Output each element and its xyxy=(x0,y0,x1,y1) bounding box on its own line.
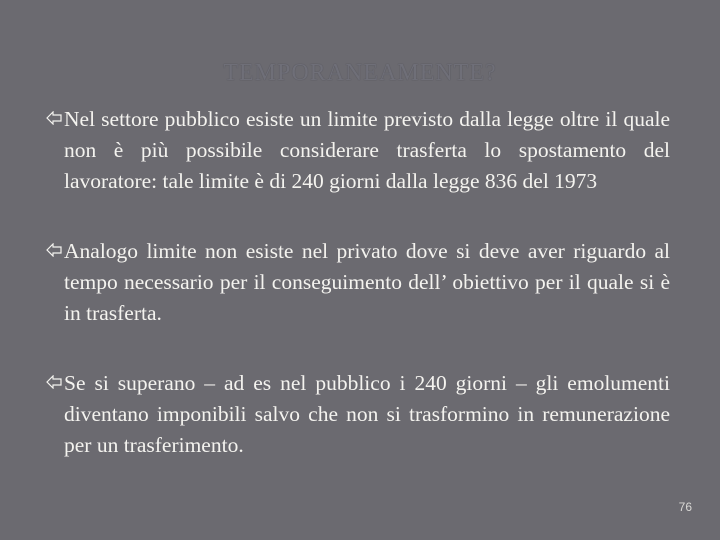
bullet-item xyxy=(64,368,670,461)
bullet-item xyxy=(64,236,670,329)
bullet-arrow-icon xyxy=(46,111,62,125)
bullet-text: Analogo limite non esiste nel privato dove si deve aver riguardo al tempo necessario per il conseguimento dell’ obiettivo per il quale si è in trasferta. xyxy=(64,239,670,325)
bullet-arrow-icon xyxy=(46,243,62,257)
slide-title: TEMPORANEAMENTE? xyxy=(223,60,497,86)
bullet-item xyxy=(64,104,670,197)
bullet-arrow-icon xyxy=(46,375,62,389)
bullet-text: Se si superano – ad es nel pubblico i 240 giorni – gli emolumenti diventano imponibili salvo che non si trasformino in remunerazione per un trasferimento. xyxy=(64,371,670,457)
bullet-text: Nel settore pubblico esiste un limite previsto dalla legge oltre il quale non è più possibile considerare trasferta lo spostamento del lavoratore: tale limite è di 240 giorni dalla legge 836 del 1973 xyxy=(64,107,670,193)
bullet-list xyxy=(64,104,670,461)
page-number: 76 xyxy=(678,500,692,514)
